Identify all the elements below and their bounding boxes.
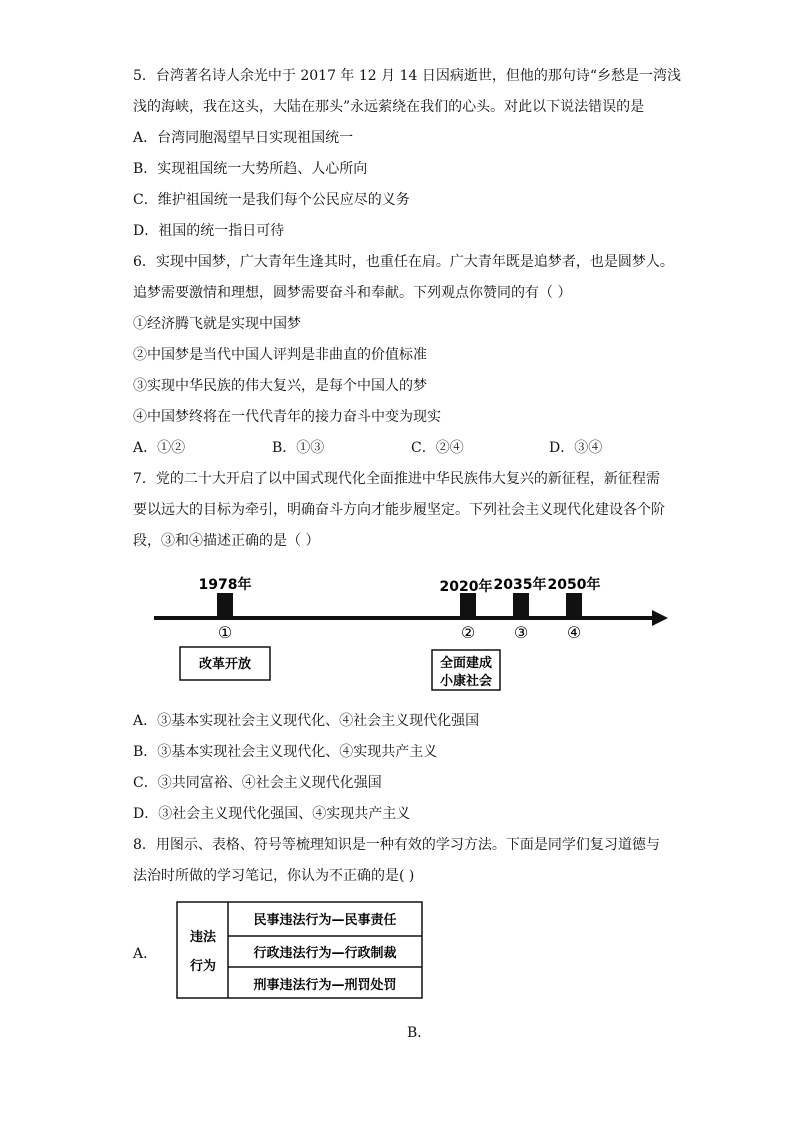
q8-option-b-label: B．: [407, 1025, 432, 1041]
q7-option-c: C．③共同富裕、④社会主义现代化强国: [133, 775, 382, 791]
q5-option-c: C．维护祖国统一是我们每个公民应尽的义务: [133, 192, 410, 208]
q6-option-d: D．③④: [549, 440, 603, 456]
q7-stem-line1: 7．党的二十大开启了以中国式现代化全面推进中华民族伟大复兴的新征程，新征程需: [133, 471, 660, 487]
q6-option-a: A．①②: [133, 440, 186, 456]
q6-statement-1: ①经济腾飞就是实现中国梦: [133, 316, 301, 332]
q8-table-row-1: 民事违法行为—民事责任: [253, 913, 397, 928]
timeline-year-2020: 2020年: [439, 579, 493, 595]
timeline-arrow-icon: [652, 610, 668, 626]
timeline-marker-1: ①: [217, 623, 233, 642]
q7-option-d: D．③社会主义现代化强国、④实现共产主义: [133, 806, 411, 822]
q6-option-b: B．①③: [272, 440, 325, 456]
q8-option-a-label: A．: [133, 946, 158, 962]
timeline-year-2035: 2035年: [493, 577, 547, 593]
q8-table-left-line2: 行为: [189, 959, 217, 974]
timeline-tick-2050: [566, 593, 582, 618]
q6-stem-line2: 追梦需要激情和理想，圆梦需要奋斗和奉献。下列观点你赞同的有（ ）: [133, 285, 572, 301]
timeline-tick-2035: [513, 593, 529, 618]
q5-stem-line1: 5．台湾著名诗人余光中于 2017 年 12 月 14 日因病逝世，但他的那句诗“乡愁是一湾浅: [133, 68, 682, 84]
q8-stem-line2: 法治时所做的学习笔记，你认为不正确的是( ): [133, 868, 415, 884]
q5-option-a: A．台湾同胞渴望早日实现祖国统一: [133, 130, 354, 146]
q6-statement-2: ②中国梦是当代中国人评判是非曲直的价值标准: [133, 347, 427, 363]
timeline-year-2050: 2050年: [547, 577, 601, 593]
timeline-year-1978: 1978年: [198, 577, 252, 593]
timeline-marker-4: ④: [566, 623, 582, 642]
q7-stem-line2: 要以远大的目标为牵引，明确奋斗方向才能步履坚定。下列社会主义现代化建设各个阶: [133, 502, 665, 518]
q6-stem-line1: 6．实现中国梦，广大青年生逢其时，也重任在肩。广大青年既是追梦者，也是圆梦人。: [133, 254, 674, 270]
q7-option-a: A．③基本实现社会主义现代化、④社会主义现代化强国: [133, 713, 480, 729]
q8-table-row-2: 行政违法行为—行政制裁: [253, 946, 397, 961]
timeline-marker-3: ③: [513, 623, 529, 642]
q6-statement-3: ③实现中华民族的伟大复兴，是每个中国人的梦: [133, 378, 427, 394]
timeline-box-reform-label: 改革开放: [198, 657, 252, 672]
q7-stem-line3: 段，③和④描述正确的是（ ）: [133, 533, 320, 549]
q8-table-row-3: 刑事违法行为—刑罚处罚: [253, 978, 397, 993]
timeline-marker-2: ②: [460, 623, 476, 642]
q6-option-c: C．②④: [411, 440, 464, 456]
q5-option-b: B．实现祖国统一大势所趋、人心所向: [133, 161, 368, 177]
timeline-tick-1978: [217, 593, 233, 618]
q7-option-b: B．③基本实现社会主义现代化、④实现共产主义: [133, 744, 438, 760]
timeline-box-xiaokang-line2: 小康社会: [439, 674, 493, 689]
q5-option-d: D．祖国的统一指日可待: [133, 223, 285, 239]
q6-statement-4: ④中国梦终将在一代代青年的接力奋斗中变为现实: [133, 409, 441, 425]
timeline-box-xiaokang-line1: 全面建成: [439, 656, 493, 671]
q8-stem-line1: 8．用图示、表格、符号等梳理知识是一种有效的学习方法。下面是同学们复习道德与: [133, 837, 660, 853]
q5-stem-line2: 浅的海峡，我在这头，大陆在那头”永远萦绕在我们的心头。对此以下说法错误的是: [133, 99, 645, 115]
timeline-tick-2020: [460, 593, 476, 618]
q8-table-left-line1: 违法: [189, 930, 217, 945]
